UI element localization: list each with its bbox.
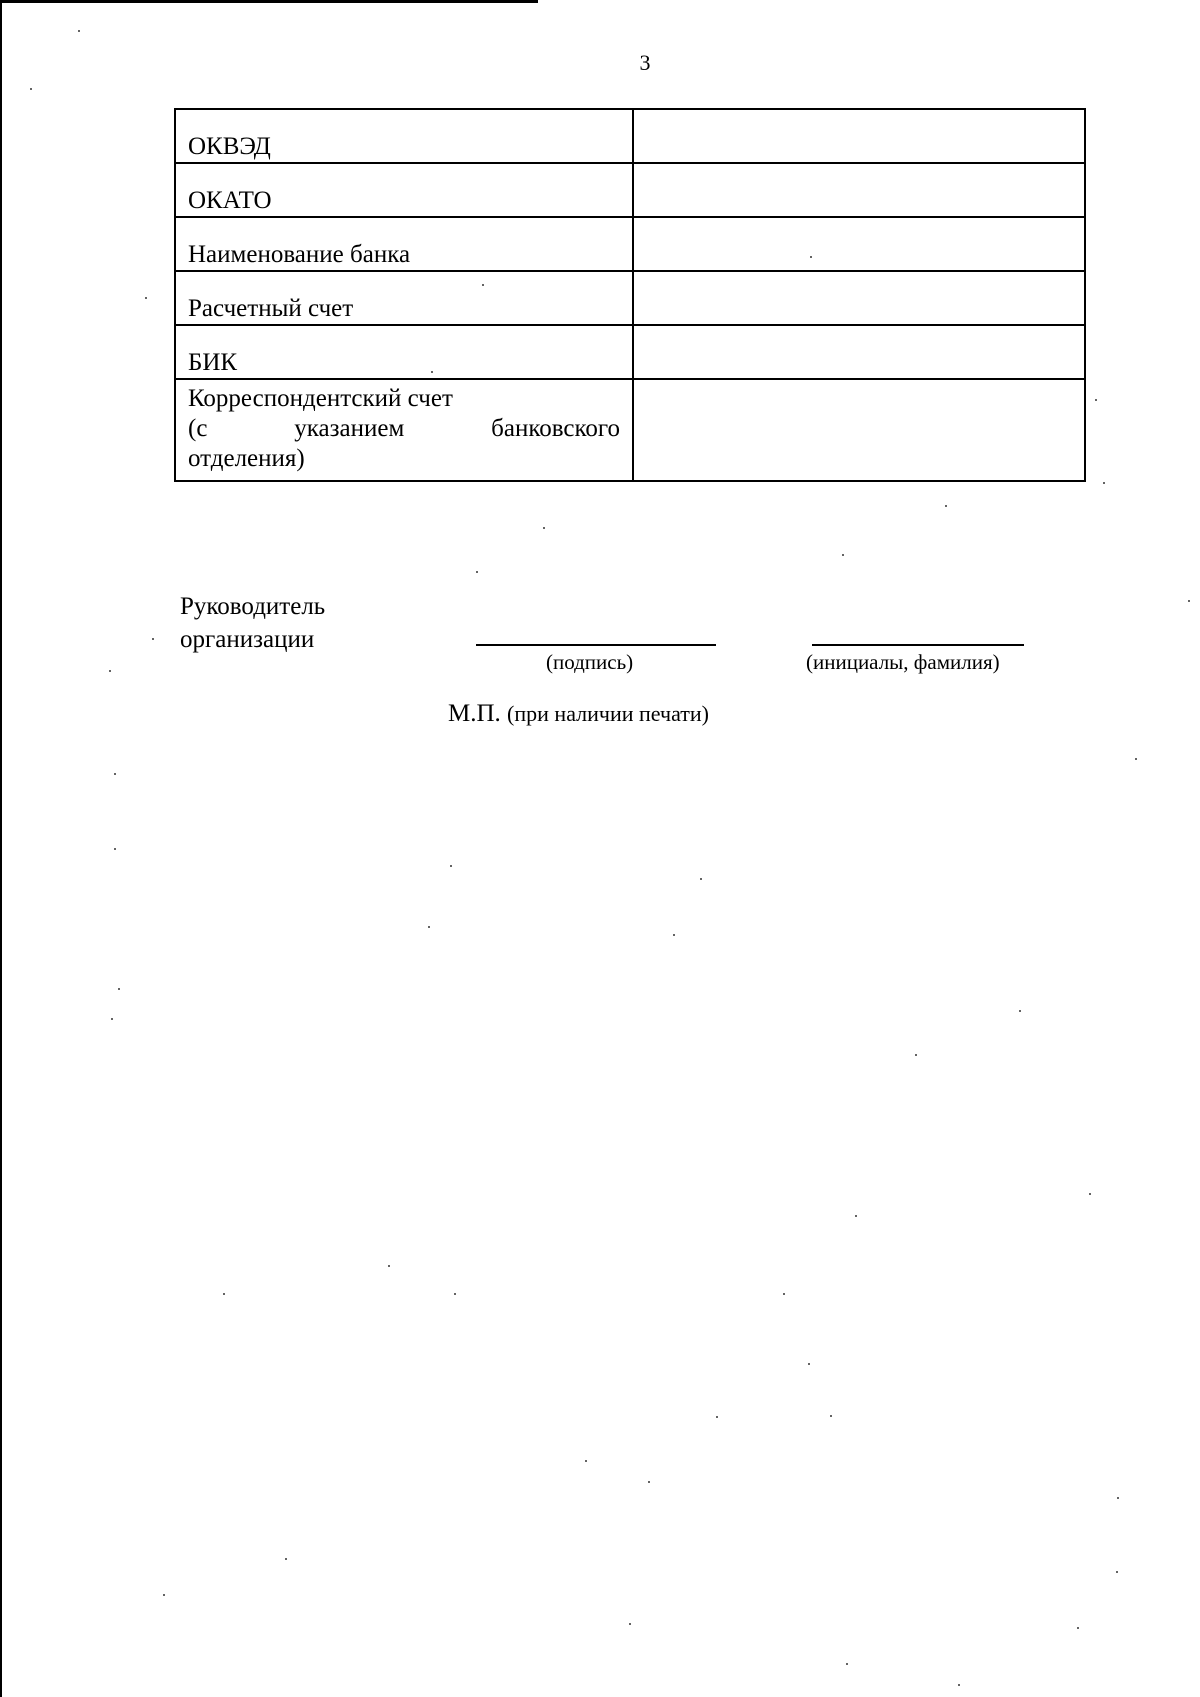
page-number: 3 <box>639 50 651 75</box>
scan-speck <box>111 1018 113 1020</box>
correspondent-label-line3: отделения) <box>188 445 305 472</box>
stamp-note: (при наличии печати) <box>507 701 709 726</box>
row-label-settlement-account: Расчетный счет <box>175 271 633 325</box>
signature-blank-line <box>476 644 716 646</box>
scan-speck <box>846 1663 848 1665</box>
row-value-settlement-account <box>633 271 1085 325</box>
scan-speck <box>114 848 116 850</box>
requisites-table <box>174 108 1086 482</box>
scan-speck <box>1019 1010 1021 1012</box>
scan-speck <box>285 1558 287 1560</box>
scan-speck <box>629 1623 631 1625</box>
scan-speck <box>476 571 478 573</box>
scan-speck <box>482 284 484 286</box>
row-label-bik: БИК <box>175 325 633 379</box>
row-value-okato <box>633 163 1085 217</box>
scan-speck <box>842 554 844 556</box>
scan-left-edge-line <box>0 0 2 1697</box>
scan-speck <box>30 88 32 90</box>
scan-speck <box>1095 399 1097 401</box>
table-row <box>175 379 1085 481</box>
scan-speck <box>543 527 545 529</box>
row-value-bik <box>633 325 1085 379</box>
scan-speck <box>388 1265 390 1267</box>
scan-speck <box>958 1684 960 1686</box>
scan-speck <box>114 773 116 775</box>
signer-title-line2: организации <box>180 626 315 653</box>
scan-top-edge-line <box>0 0 538 3</box>
stamp-label: М.П. <box>448 700 501 727</box>
scan-speck <box>585 1460 587 1462</box>
scan-speck <box>1117 1497 1119 1499</box>
scan-speck <box>1135 758 1137 760</box>
scan-speck <box>915 1054 917 1056</box>
row-value-correspondent-account <box>633 379 1085 481</box>
signature-caption: (подпись) <box>546 650 634 674</box>
table-row <box>175 109 1085 163</box>
table-row <box>175 217 1085 271</box>
scan-speck <box>454 1293 456 1295</box>
table-row <box>175 325 1085 379</box>
scan-speck <box>152 638 154 640</box>
scan-speck <box>700 878 702 880</box>
scan-speck <box>945 505 947 507</box>
correspondent-label-line1: Корреспондентский счет <box>188 385 453 412</box>
scan-speck <box>1103 482 1105 484</box>
scan-speck <box>145 297 147 299</box>
scan-speck <box>808 1363 810 1365</box>
row-label-bank-name: Наименование банка <box>175 217 633 271</box>
row-label-okved: ОКВЭД <box>175 109 633 163</box>
scan-speck <box>1116 1571 1118 1573</box>
scan-speck <box>428 926 430 928</box>
scan-speck <box>783 1293 785 1295</box>
row-value-okved <box>633 109 1085 163</box>
signer-title-line1: Руководитель <box>180 593 326 620</box>
scan-speck <box>810 256 812 258</box>
stamp-place <box>448 700 709 728</box>
scan-speck <box>163 1594 165 1596</box>
scan-speck <box>1089 1193 1091 1195</box>
scan-speck <box>450 865 452 867</box>
correspondent-label-line2: (с указанием банковского <box>188 415 620 442</box>
row-label-okato: ОКАТО <box>175 163 633 217</box>
scan-speck <box>223 1293 225 1295</box>
scan-speck <box>830 1415 832 1417</box>
scan-speck <box>118 988 120 990</box>
scan-speck <box>1077 1627 1079 1629</box>
name-caption: (инициалы, фамилия) <box>806 650 1000 674</box>
name-blank-line <box>812 644 1024 646</box>
table-row <box>175 163 1085 217</box>
row-label-correspondent-account <box>175 379 633 481</box>
scan-speck <box>673 934 675 936</box>
scan-speck <box>855 1215 857 1217</box>
table-row <box>175 271 1085 325</box>
scan-speck <box>78 30 80 32</box>
signer-title <box>180 590 325 656</box>
scan-speck <box>716 1416 718 1418</box>
scan-speck <box>431 371 433 373</box>
row-value-bank-name <box>633 217 1085 271</box>
scan-speck <box>109 670 111 672</box>
scan-speck <box>648 1481 650 1483</box>
scan-speck <box>1188 600 1190 602</box>
